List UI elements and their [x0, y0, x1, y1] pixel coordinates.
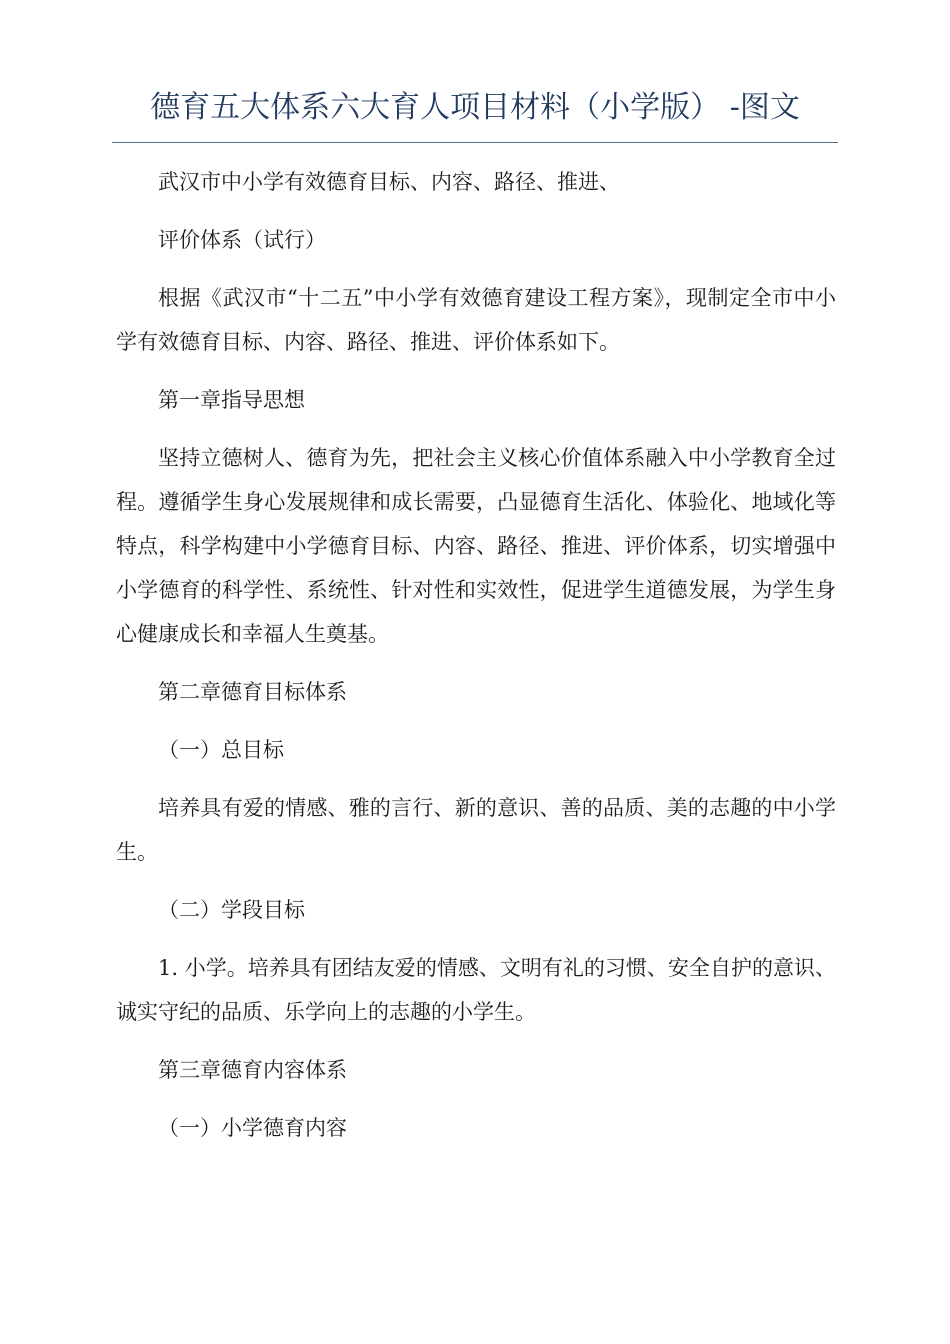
document-body	[116, 160, 836, 1164]
document-title: 德育五大体系六大育人项目材料（小学版） -图文	[150, 90, 800, 125]
section-overall-goal-heading: （一）总目标	[158, 738, 284, 762]
chapter-1-heading: 第一章指导思想	[158, 388, 305, 412]
chapter-3-heading: 第三章德育内容体系	[158, 1058, 347, 1082]
paragraph-intro: 根据《武汉市“十二五”中小学有效德育建设工程方案》，现制定全市中小学有效德育目标、内容、路径、推进、评价体系如下。	[116, 286, 836, 354]
chapter-2-heading: 第二章德育目标体系	[158, 680, 347, 704]
section-overall-goal-body: 培养具有爱的情感、雅的言行、新的意识、善的品质、美的志趣的中小学生。	[116, 796, 836, 864]
section-stage-goal-heading: （二）学段目标	[158, 898, 305, 922]
paragraph-heading-line-2: 评价体系（试行）	[158, 228, 326, 252]
chapter-1-body: 坚持立德树人、德育为先，把社会主义核心价值体系融入中小学教育全过程。遵循学生身心发展规律和成长需要，凸显德育生活化、体验化、地域化等特点，科学构建中小学德育目标、内容、路径、推进、评价体系，切实增强中小学德育的科学性、系统性、针对性和实效性，促进学生道德发展，为学生身心健康成长和幸福人生奠基。	[116, 446, 836, 646]
title-divider	[112, 142, 838, 143]
paragraph-heading-line-1: 武汉市中小学有效德育目标、内容、路径、推进、	[158, 170, 620, 194]
section-stage-goal-body: 1. 小学。培养具有团结友爱的情感、文明有礼的习惯、安全自护的意识、诚实守纪的品质、乐学向上的志趣的小学生。	[116, 956, 836, 1024]
section-primary-content-heading: （一）小学德育内容	[158, 1116, 347, 1140]
